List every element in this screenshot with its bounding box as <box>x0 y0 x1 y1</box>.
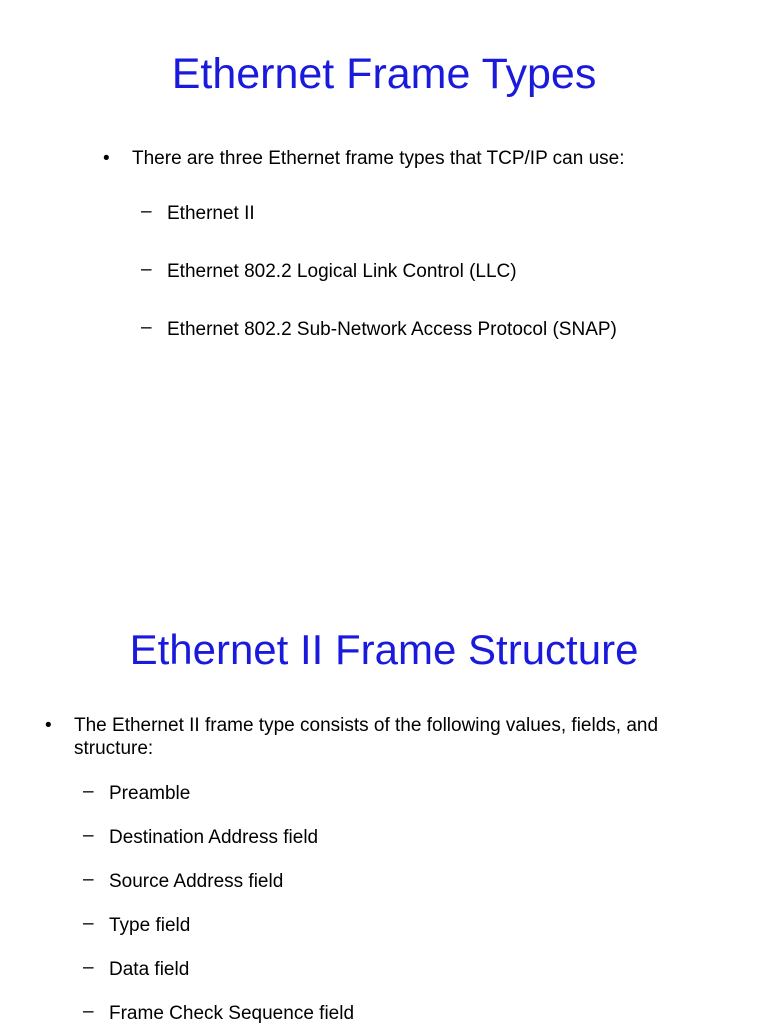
bullet-icon: • <box>45 715 52 736</box>
sub-item-text: Ethernet 802.2 Sub-Network Access Protocol (SNAP) <box>167 319 617 340</box>
bullet-icon: • <box>103 148 110 169</box>
dash-icon: – <box>83 825 94 846</box>
sub-item-text: Destination Address field <box>109 827 319 848</box>
sub-item-text: Preamble <box>109 783 191 804</box>
dash-icon: – <box>141 201 152 222</box>
dash-icon: – <box>83 869 94 890</box>
bullet-text: The Ethernet II frame type consists of the following values, fields, and structure: <box>74 715 659 759</box>
dash-icon: – <box>83 957 94 978</box>
sub-item-text: Source Address field <box>109 871 284 892</box>
dash-icon: – <box>83 913 94 934</box>
sub-item <box>141 202 741 226</box>
sub-item <box>83 826 723 850</box>
dash-icon: – <box>141 317 152 338</box>
dash-icon: – <box>141 259 152 280</box>
slide-title: Ethernet II Frame Structure <box>129 626 639 673</box>
sub-item <box>83 914 723 938</box>
slide-ethernet-frame-types <box>0 0 768 512</box>
sub-item-text: Ethernet 802.2 Logical Link Control (LLC) <box>167 261 517 282</box>
sub-item <box>141 318 741 342</box>
bullet-text: There are three Ethernet frame types that TCP/IP can use: <box>132 148 625 169</box>
dash-icon: – <box>83 1001 94 1022</box>
sub-item <box>83 1002 723 1026</box>
sub-item <box>141 260 741 284</box>
bullet-item <box>103 147 743 171</box>
bullet-item <box>45 714 725 764</box>
slide-ethernet-ii-frame-structure <box>0 512 768 1024</box>
sub-item <box>83 958 723 982</box>
sub-item-text: Frame Check Sequence field <box>109 1003 355 1024</box>
sub-item <box>83 870 723 894</box>
sub-item <box>83 782 723 806</box>
sub-item-text: Data field <box>109 959 190 980</box>
dash-icon: – <box>83 781 94 802</box>
slide-title: Ethernet Frame Types <box>171 50 597 98</box>
sub-item-text: Ethernet II <box>167 203 255 224</box>
sub-item-text: Type field <box>109 915 191 936</box>
